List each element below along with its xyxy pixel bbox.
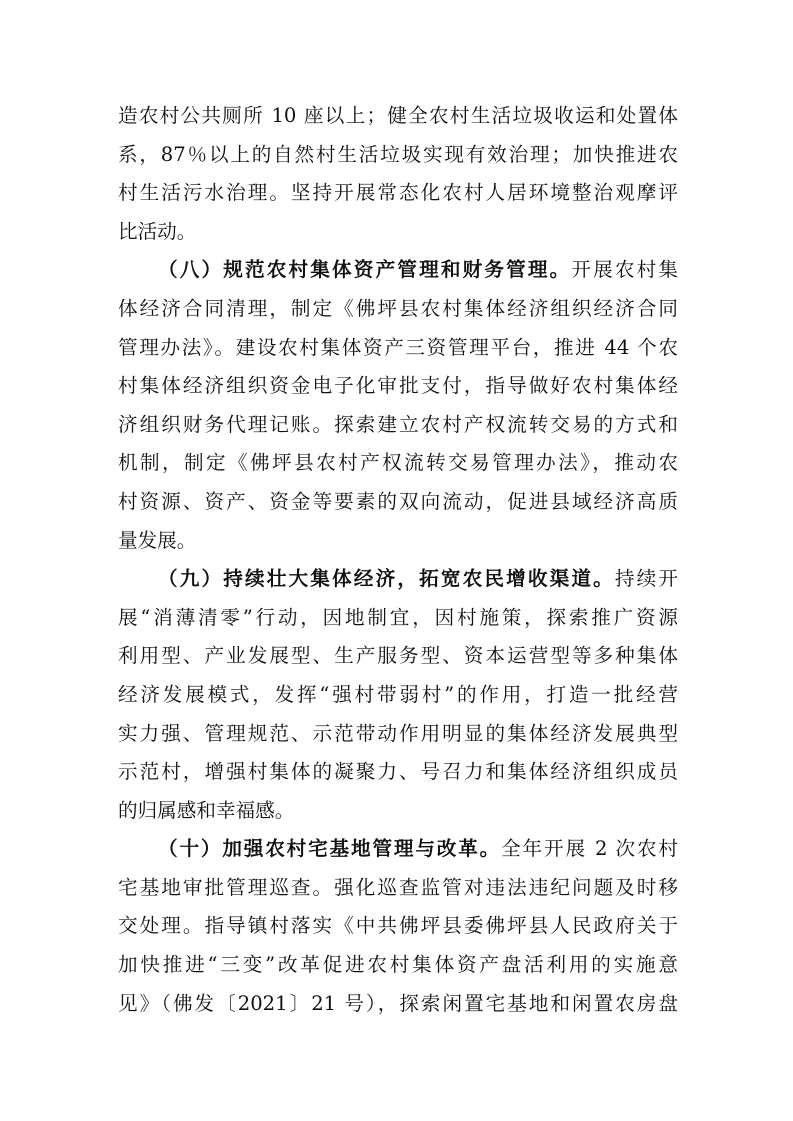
text-line: 体经济合同清理，制定《佛坪县农村集体经济组织经济合同 (118, 296, 678, 320)
text-line (118, 560, 678, 599)
text-line: 示范村，增强村集体的凝聚力、号召力和集体经济组织成员 (118, 760, 678, 784)
section-heading: （八）规范农村集体资产管理和财务管理。 (158, 258, 572, 282)
paragraph-section-8 (118, 251, 678, 560)
text-line: 展“消薄清零”行动，因地制宜，因村施策，探索推广资源 (118, 605, 678, 629)
text-line: 济组织财务代理记账。探索建立农村产权流转交易的方式和 (118, 412, 678, 436)
text-line: 村集体经济组织资金电子化审批支付，指导做好农村集体经 (118, 374, 678, 398)
text-line: 比活动。 (118, 219, 197, 243)
text-line: 系，87％以上的自然村生活垃圾实现有效治理；加快推进农 (118, 142, 678, 166)
text-line (118, 251, 678, 290)
text-line: 的归属感和幸福感。 (118, 798, 295, 822)
section-heading: （十）加强农村宅基地管理与改革。 (158, 837, 502, 861)
paragraph-section-9 (118, 560, 678, 830)
text-line: 经济发展模式，发挥“强村带弱村”的作用，打造一批经营 (118, 682, 678, 706)
text-line: 管理办法》。建设农村集体资产三资管理平台，推进 44 个农 (118, 335, 678, 359)
text-line (118, 830, 678, 869)
text-run: 全年开展 2 次农村 (501, 837, 678, 861)
text-line: 实力强、管理规范、示范带动作用明显的集体经济发展典型 (118, 721, 678, 745)
document-body (118, 97, 678, 1023)
text-run: 持续开 (614, 567, 679, 591)
text-line: 村生活污水治理。坚持开展常态化农村人居环境整治观摩评 (118, 181, 678, 205)
paragraph-section-10 (118, 830, 678, 1023)
section-heading: （九）持续壮大集体经济，拓宽农民增收渠道。 (158, 567, 615, 591)
paragraph-rural-toilets-and-waste (118, 97, 678, 251)
text-line: 加快推进“三变”改革促进农村集体资产盘活利用的实施意 (118, 953, 678, 977)
text-line: 造农村公共厕所 10 座以上；健全农村生活垃圾收运和处置体 (118, 104, 678, 127)
text-line: 交处理。指导镇村落实《中共佛坪县委佛坪县人民政府关于 (118, 914, 678, 938)
text-line: 机制，制定《佛坪县农村产权流转交易管理办法》，推动农 (118, 451, 678, 475)
text-line: 村资源、资产、资金等要素的双向流动，促进县域经济高质 (118, 489, 678, 513)
text-line: 量发展。 (118, 528, 197, 552)
text-line: 宅基地审批管理巡查。强化巡查监管对违法违纪问题及时移 (118, 875, 678, 899)
text-run: 开展农村集 (571, 258, 679, 282)
text-line: 见》（佛发〔2021〕21 号），探索闲置宅基地和闲置农房盘 (118, 991, 678, 1015)
text-line: 利用型、产业发展型、生产服务型、资本运营型等多种集体 (118, 644, 678, 668)
